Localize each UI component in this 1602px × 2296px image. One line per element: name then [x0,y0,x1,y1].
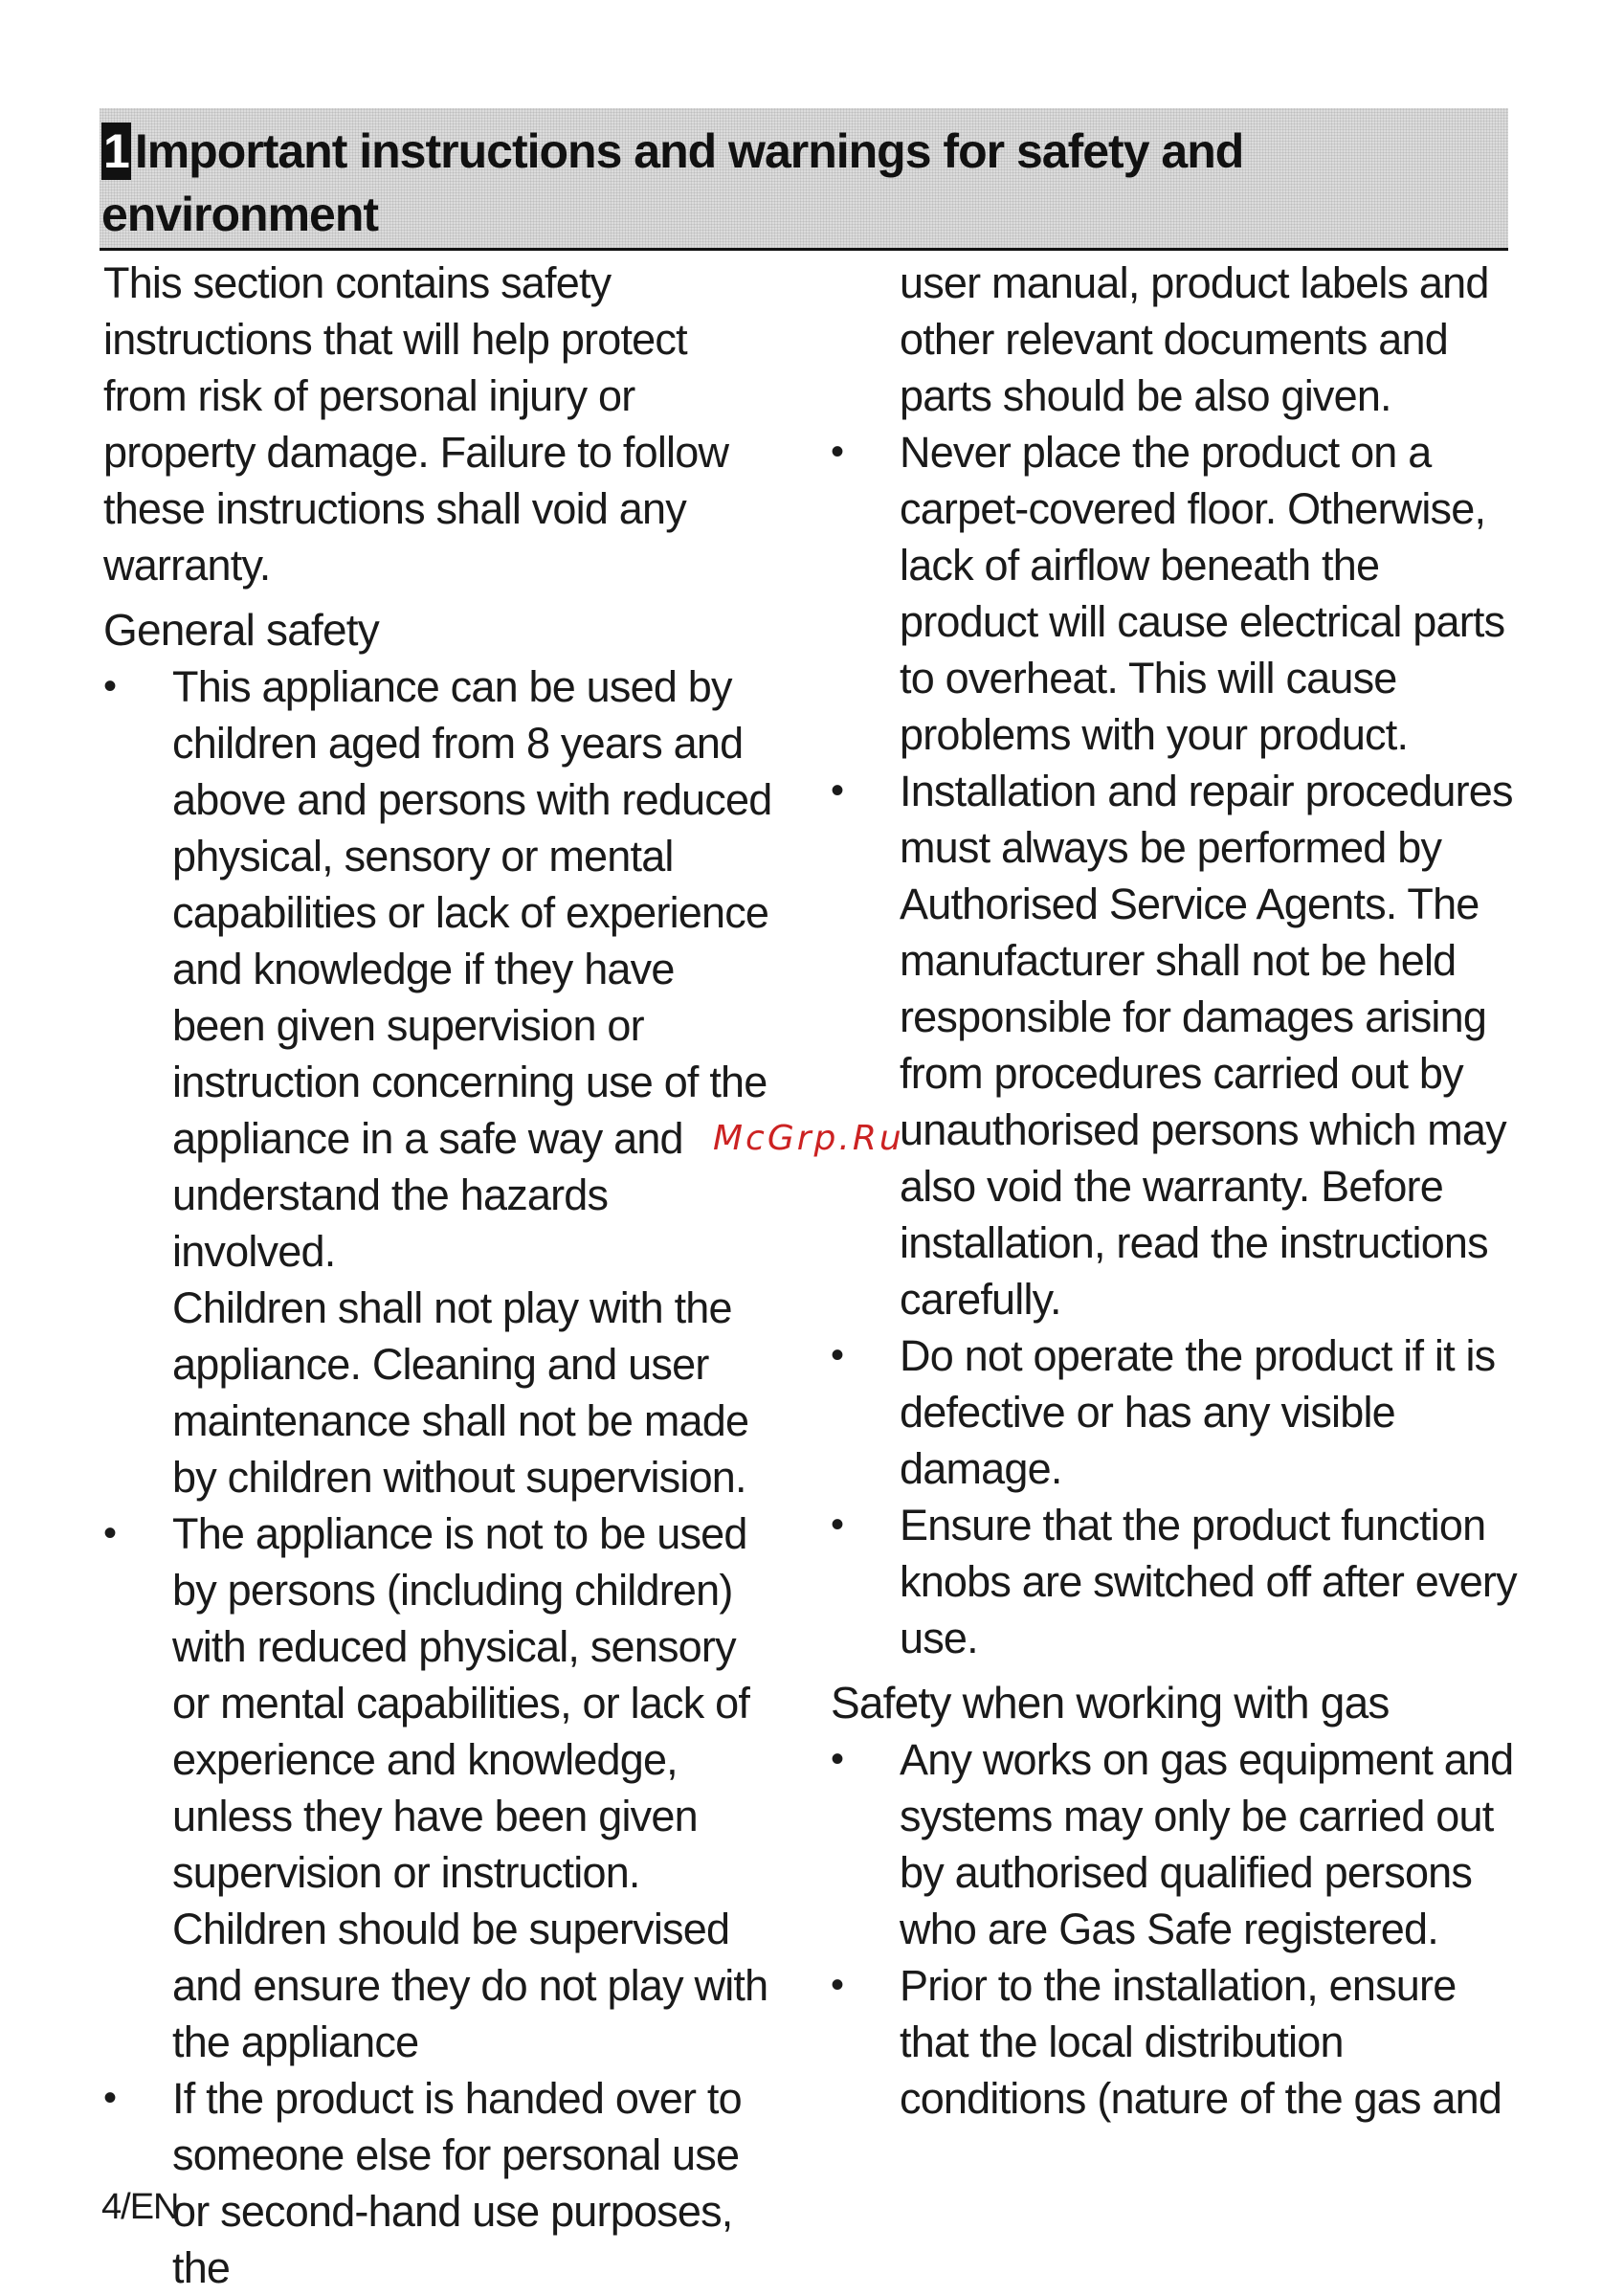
list-item-text: The appliance is not to be used by persons (including children) with reduced physical, sensory or mental capabilities, or lack of experience and knowledge, unless they have been given supervision or instruction. [172,1509,750,1897]
list-item-text: Any works on gas equipment and systems may only be carried out by authorised qualified persons who are Gas Safe registered. [900,1735,1514,1953]
general-safety-list-2 [103,1505,773,1901]
list-item-continuation: Children shall not play with the appliance. Cleaning and user maintenance shall not be made by children without supervision. [172,1283,749,1502]
general-safety-list-3 [103,2070,773,2296]
list-item [103,658,773,1280]
watermark: McGrp.Ru [713,1119,904,1158]
list-item [831,1497,1520,1666]
gas-safety-list [831,1731,1520,2127]
general-safety-list [103,658,773,1280]
general-safety-heading: General safety [103,605,379,655]
list-item [831,763,1520,1327]
general-safety-list-right [831,424,1520,1666]
section-title-text: Important instructions and warnings for safety and environment [101,124,1244,241]
list-item [103,2070,773,2296]
gas-safety-heading: Safety when working with gas [831,1678,1390,1728]
list-item [831,424,1520,763]
list-item-text: Prior to the installation, ensure that the local distribution conditions (nature of the gas and [900,1961,1502,2123]
list-item-text: Do not operate the product if it is defective or has any visible damage. [900,1331,1496,1493]
right-column [831,255,1520,2127]
intro-paragraph: This section contains safety instructions that will help protect from risk of personal injury or property damage. Failure to follow these instructions shall void any warranty. [103,258,729,590]
list-item [103,1505,773,1901]
section-title [101,120,1489,246]
list-item-continuation: Children should be supervised and ensure they do not play with the appliance [172,1905,768,2066]
list-item-text: Installation and repair procedures must always be performed by Authorised Service Agents. The manufacturer shall not be held responsible for damages arising from procedures carried out by unauthorised persons which may also void the warranty. Before installation, read the instructions carefully. [900,767,1513,1324]
list-item-text: Never place the product on a carpet-covered floor. Otherwise, lack of airflow beneath the product will cause electrical parts to overheat. This will cause problems with your product. [900,428,1505,759]
list-item-text: If the product is handed over to someone else for personal use or second-hand use purposes, the [172,2074,742,2292]
list-item [831,1957,1520,2127]
list-item-continuation: user manual, product labels and other relevant documents and parts should be also given. [900,258,1489,420]
list-item [831,1327,1520,1497]
list-item-text: Ensure that the product function knobs are switched off after every use. [900,1501,1517,1662]
list-item-text: This appliance can be used by children aged from 8 years and above and persons with reduced physical, sensory or mental capabilities or lack of experience and knowledge if they have been given supervision or instruction concerning use of the appliance in a safe way and understand the hazards involved. [172,662,772,1276]
left-column [103,255,773,2296]
section-number: 1 [103,124,129,178]
page-number: 4/EN [101,2187,179,2227]
list-item [831,1731,1520,1957]
section-header [100,108,1508,251]
